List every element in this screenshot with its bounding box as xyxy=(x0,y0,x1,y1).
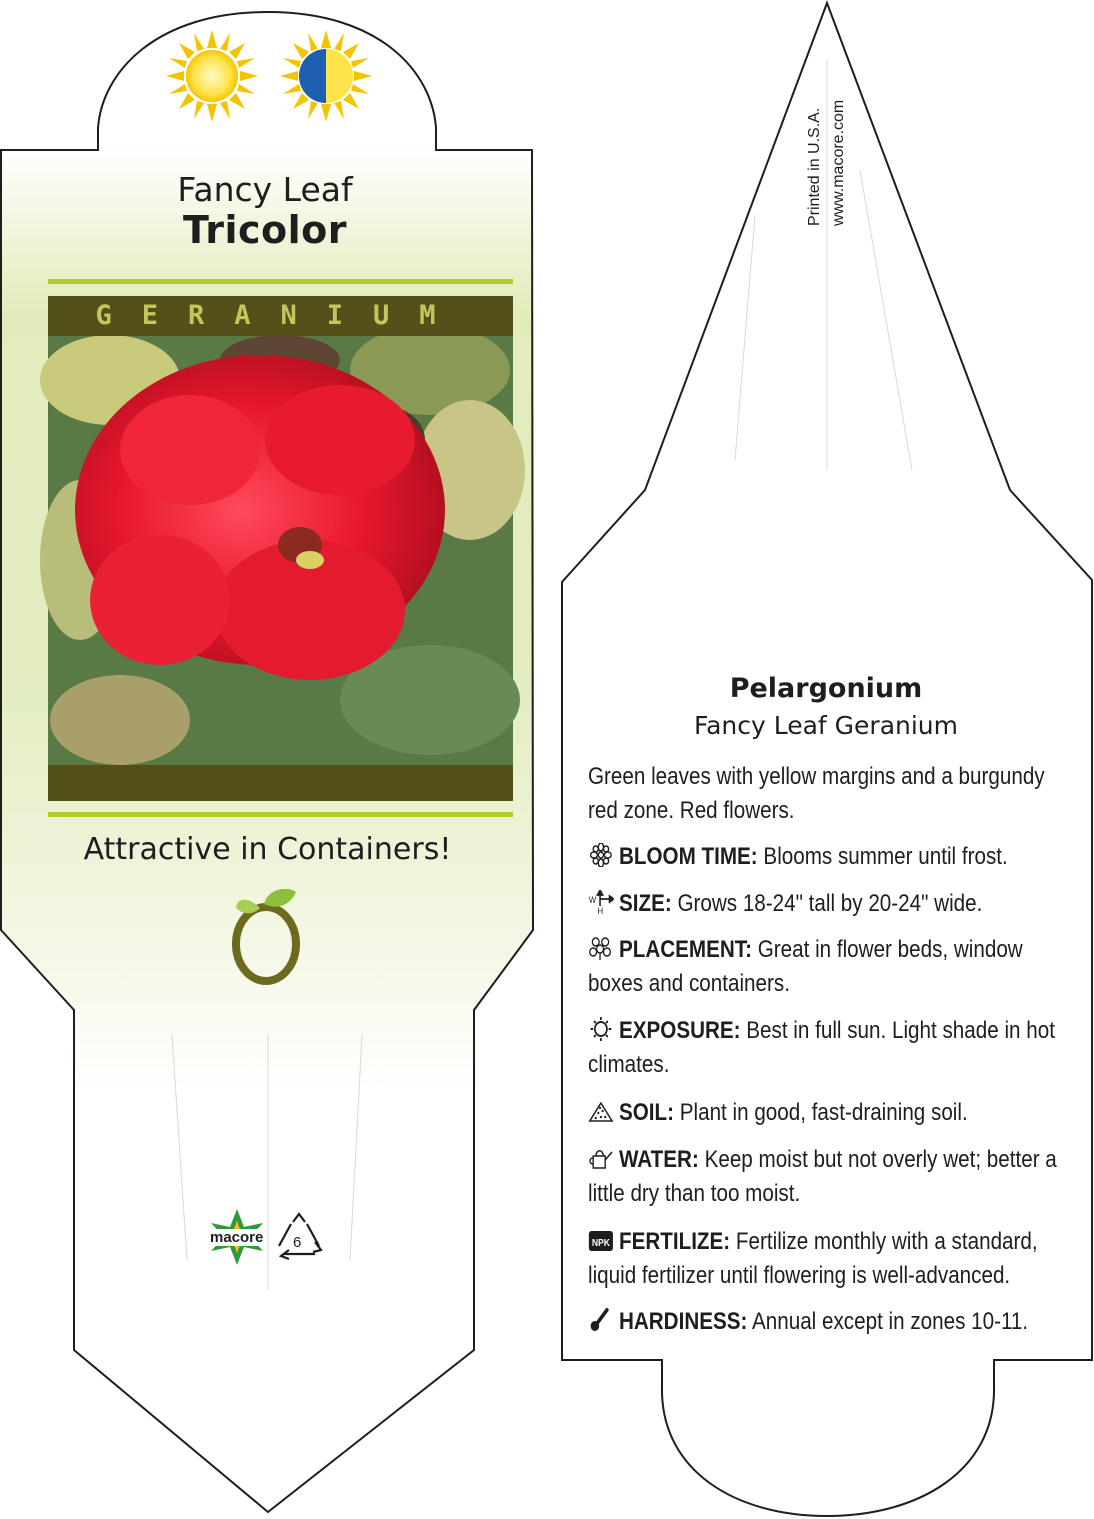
tagline: Attractive in Containers! xyxy=(83,832,452,867)
care-text: Fertilize monthly with a standard, liquid fertilizer until flowering is well-advanced. xyxy=(588,1228,1038,1289)
description: Green leaves with yellow margins and a burgundy red zone. Red flowers. xyxy=(588,763,1045,824)
care-label: SIZE: xyxy=(618,890,672,917)
care-label: PLACEMENT: xyxy=(618,936,752,963)
care-label: BLOOM TIME: xyxy=(618,843,758,870)
variety-line2: Tricolor xyxy=(182,208,347,252)
plants-icon xyxy=(588,936,614,960)
flower-photo xyxy=(40,325,525,765)
care-text: Blooms summer until frost. xyxy=(757,843,1008,870)
care-item-hardiness xyxy=(588,1305,1065,1339)
svg-text:W: W xyxy=(588,894,597,906)
care-text: Best in full sun. Light shade in hot climates. xyxy=(588,1017,1055,1078)
soil-icon xyxy=(588,1099,614,1123)
size-arrows-icon xyxy=(588,890,614,914)
thermometer-icon xyxy=(588,1308,614,1332)
common-name: Fancy Leaf Geranium xyxy=(693,711,958,740)
variety-line1: Fancy Leaf xyxy=(177,170,353,209)
care-label: SOIL: xyxy=(618,1099,674,1126)
care-text: Keep moist but not overly wet; better a little dry than too moist. xyxy=(588,1146,1057,1207)
care-item-placement xyxy=(588,933,1065,1001)
care-item-exposure xyxy=(588,1014,1065,1082)
care-label: HARDINESS: xyxy=(618,1308,748,1335)
care-text: Great in flower beds, window boxes and containers. xyxy=(588,936,1023,997)
care-text: Plant in good, fast-draining soil. xyxy=(674,1099,968,1126)
flower-icon xyxy=(588,843,614,867)
care-item-soil xyxy=(588,1096,1065,1130)
plant-type: GERANIUM xyxy=(95,300,466,331)
care-item-bloom-time xyxy=(588,840,1065,874)
care-text: Annual except in zones 10-11. xyxy=(747,1308,1029,1335)
printed-in: Printed in U.S.A. xyxy=(806,107,823,226)
accent-line-top xyxy=(48,279,513,284)
npk-icon xyxy=(588,1228,614,1252)
watering-can-icon xyxy=(588,1146,614,1170)
photo-bottom-band xyxy=(48,765,513,801)
care-label: EXPOSURE: xyxy=(618,1017,741,1044)
care-item-fertilize xyxy=(588,1225,1065,1293)
website: www.macore.com xyxy=(830,99,847,226)
sun-icon xyxy=(588,1017,614,1041)
svg-text:NPK: NPK xyxy=(591,1237,610,1249)
botanical-name: Pelargonium xyxy=(729,673,923,704)
care-label: WATER: xyxy=(618,1146,699,1173)
macore-logo-text: macore xyxy=(210,1229,264,1246)
full-sun-icon xyxy=(166,30,258,122)
part-sun-icon xyxy=(280,30,372,122)
recycle-number: 6 xyxy=(293,1234,302,1251)
care-label: FERTILIZE: xyxy=(618,1228,731,1255)
accent-line-bottom xyxy=(48,812,513,817)
care-text: Grows 18-24" tall by 20-24" wide. xyxy=(671,890,983,917)
svg-text:H: H xyxy=(597,905,604,914)
care-item-size xyxy=(588,887,1065,921)
care-item-water xyxy=(588,1143,1065,1211)
